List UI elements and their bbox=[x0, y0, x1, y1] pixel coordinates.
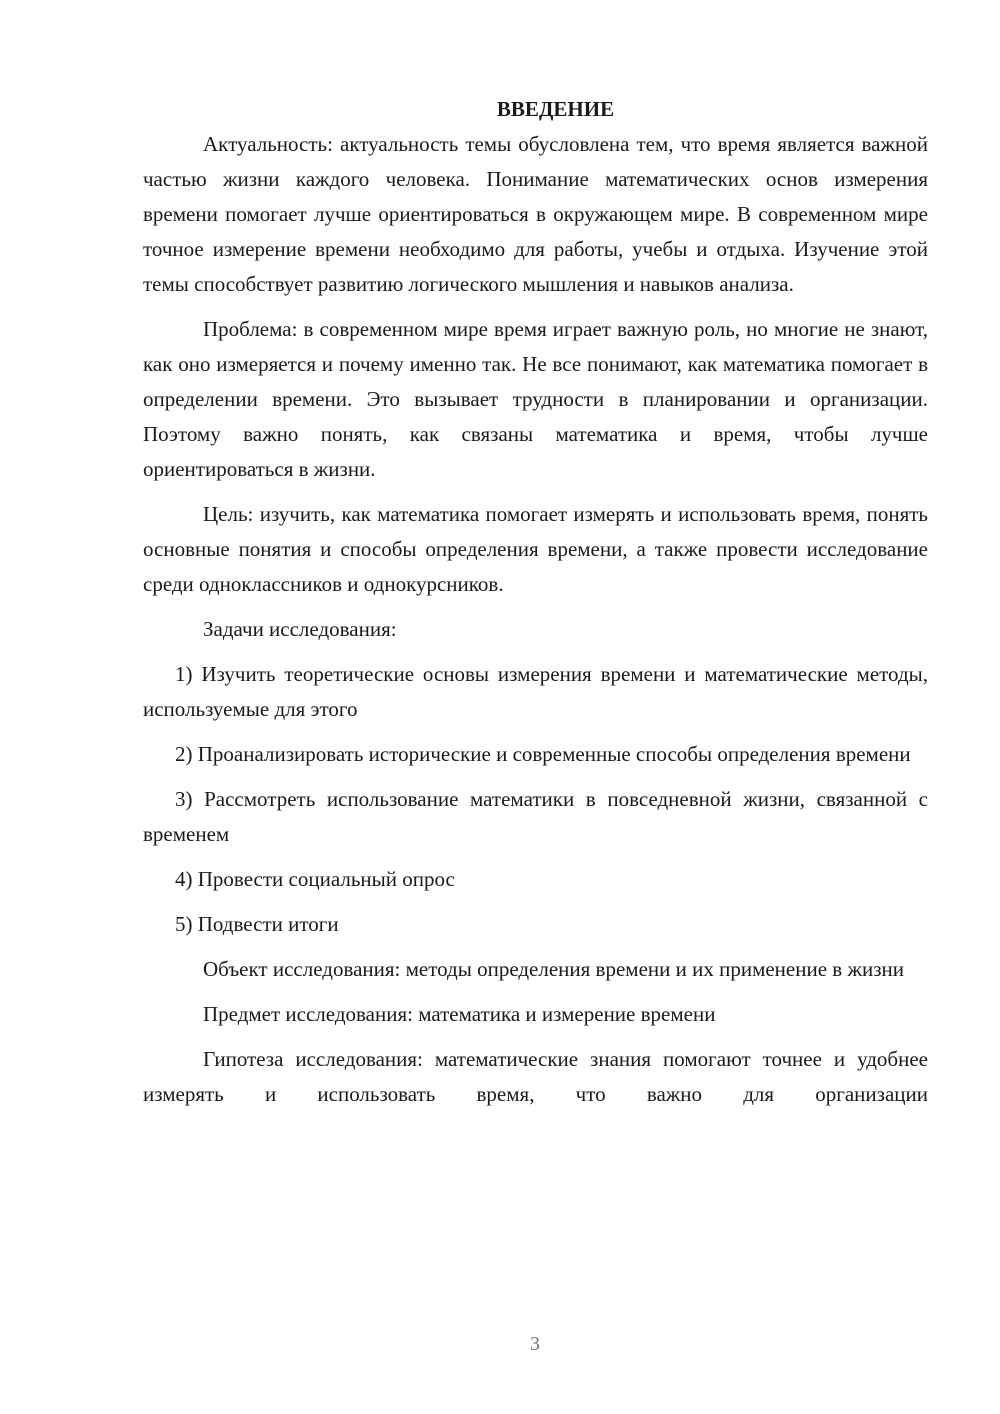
task-item-2: 2) Проанализировать исторические и современные способы определения времени bbox=[175, 742, 911, 766]
page-title: ВВЕДЕНИЕ bbox=[496, 97, 615, 121]
tasks-title: Задачи исследования: bbox=[203, 617, 397, 641]
task-item-5: 5) Подвести итоги bbox=[175, 912, 339, 936]
object-paragraph: Объект исследования: методы определения времени и их применение в жизни bbox=[203, 957, 904, 981]
problem-paragraph: Проблема: в современном мире время играет важную роль, но многие не знают, как оно измеряется и почему именно так. Не все понимают, как математика помогает в определении времени. Это вызывает трудности в планировании и организации. Поэтому важно понять, как связаны математика и время, чтобы лучше ориентироваться в жизни. bbox=[143, 317, 928, 481]
goal-paragraph: Цель: изучить, как математика помогает измерять и использовать время, понять основные понятия и способы определения времени, а также провести исследование среди одноклассников и однокурсников. bbox=[143, 502, 928, 596]
page-number: 3 bbox=[530, 1333, 540, 1355]
relevance-paragraph: Актуальность: актуальность темы обусловлена тем, что время является важной частью жизни каждого человека. Понимание математических основ измерения времени помогает лучше ориентироваться в окружающем мире. В современном мире точное измерение времени необходимо для работы, учебы и отдыха. Изучение этой темы способствует развитию логического мышления и навыков анализа. bbox=[143, 132, 928, 296]
task-item-1: 1) Изучить теоретические основы измерения времени и математические методы, используемые для этого bbox=[143, 662, 928, 721]
subject-paragraph: Предмет исследования: математика и измерение времени bbox=[203, 1002, 716, 1026]
task-item-4: 4) Провести социальный опрос bbox=[175, 867, 455, 891]
document-page bbox=[143, 92, 928, 1122]
hypothesis-paragraph: Гипотеза исследования: математические знания помогают точнее и удобнее измерять и использовать время, что важно для организации bbox=[143, 1047, 928, 1106]
task-item-3: 3) Рассмотреть использование математики в повседневной жизни, связанной с временем bbox=[143, 787, 928, 846]
